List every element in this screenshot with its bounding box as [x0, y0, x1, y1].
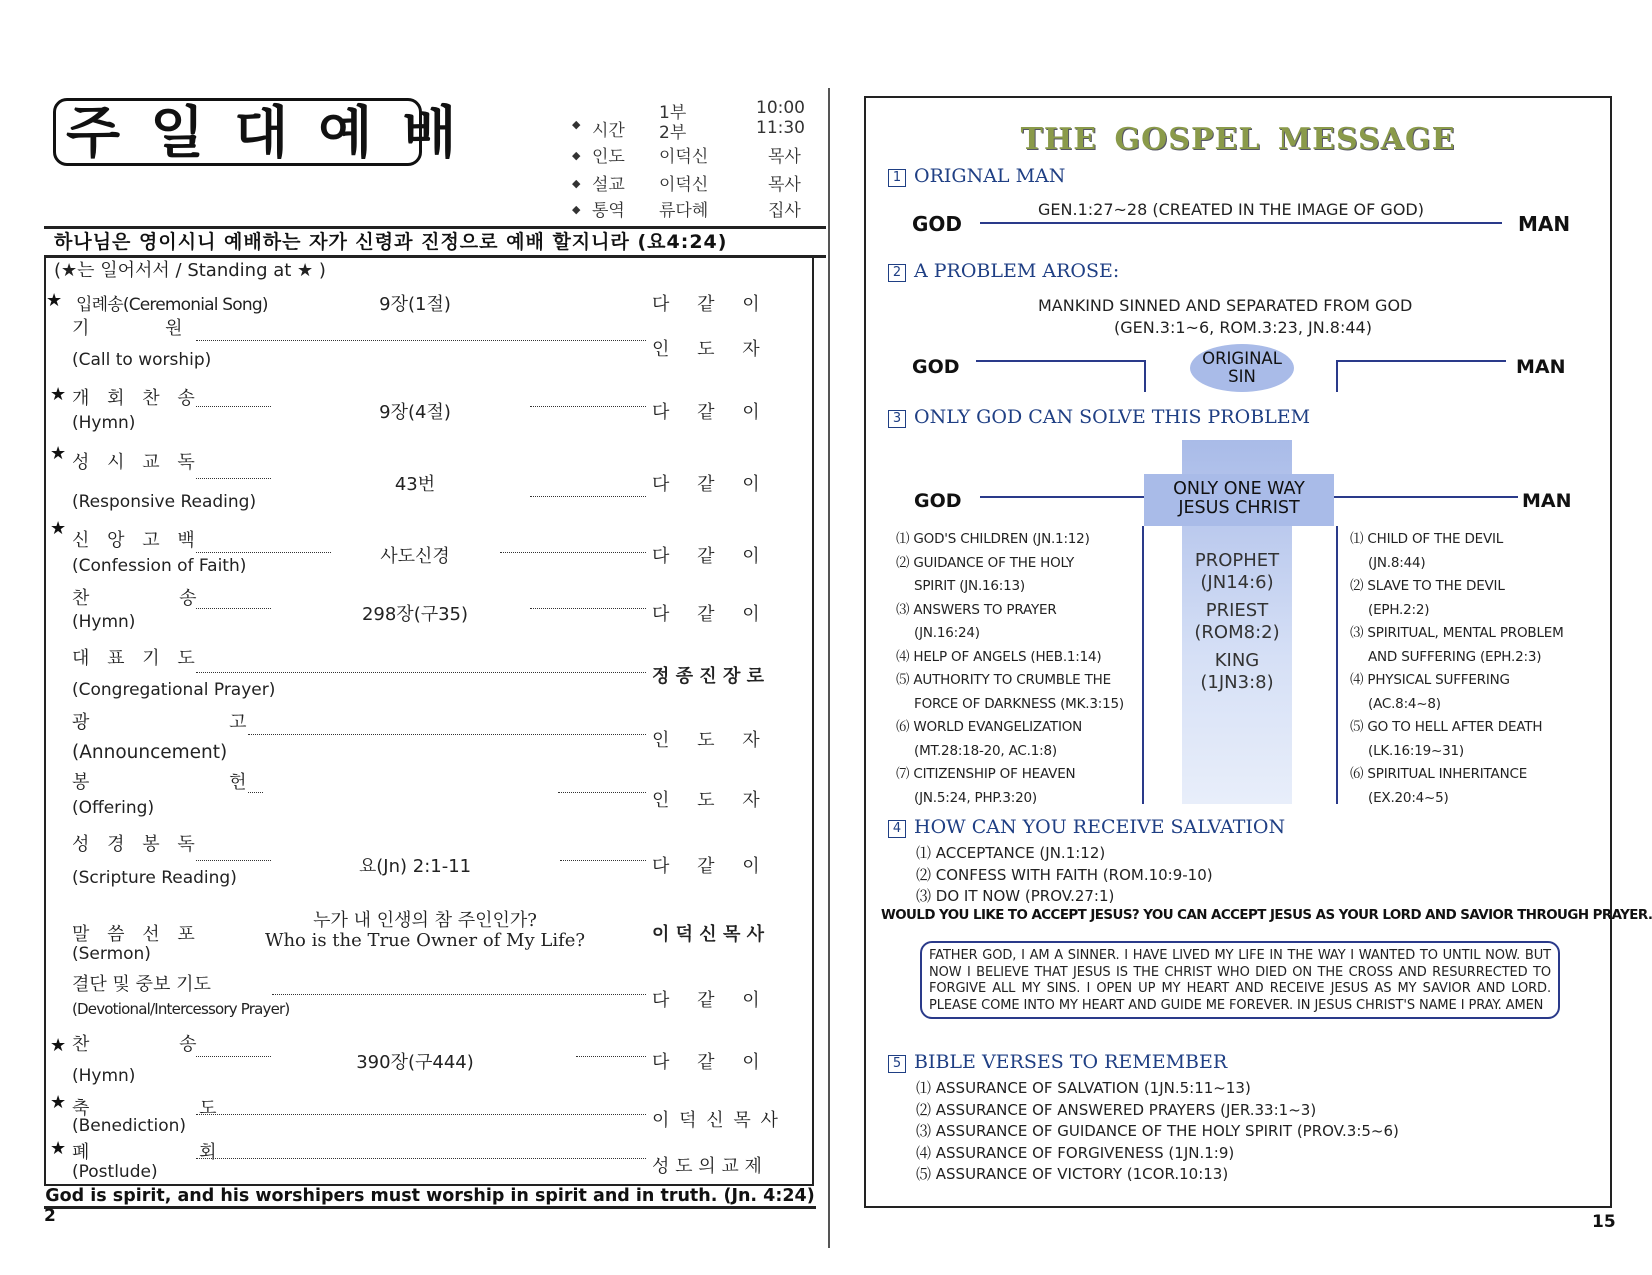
lead-title: 목사 — [768, 147, 801, 167]
list-item: ⑹ SPIRITUAL INHERITANCE — [1350, 766, 1528, 782]
info-bullet: ◆ — [572, 203, 581, 216]
list-item: ⑴ GOD'S CHILDREN (JN.1:12) — [896, 531, 1090, 547]
s4-list — [916, 843, 1213, 908]
program-item-ko: 입례송(Ceremonial Song) — [76, 295, 268, 315]
section-title: ONLY GOD CAN SOLVE THIS PROBLEM — [914, 406, 1311, 428]
program-item-ko: 말 씀 선 포 — [72, 924, 201, 945]
god-label: GOD — [912, 356, 960, 378]
leader-dots — [558, 792, 646, 793]
program-item-leader: 다 같 이 — [652, 294, 760, 315]
star-icon: ★ — [50, 1035, 67, 1056]
s2-line-2: (GEN.3:1~6, ROM.3:23, JN.8:44) — [1114, 318, 1372, 337]
connection-line-right — [1334, 496, 1518, 498]
verse-header: 하나님은 영이시니 예배하는 자가 신령과 진정으로 예배 할지니라 (요4:24) — [44, 226, 826, 258]
man-label: MAN — [1516, 356, 1566, 378]
separation-line-right-drop — [1336, 360, 1338, 392]
program-item-center: 390장(구444) — [356, 1052, 474, 1073]
leader-dots — [196, 1158, 646, 1159]
list-item: ⑶ ASSURANCE OF GUIDANCE OF THE HOLY SPIRIT (PROV.3:5~6) — [916, 1122, 1399, 1140]
s2-line-1: MANKIND SINNED AND SEPARATED FROM GOD — [1038, 296, 1413, 315]
program-item-ko: 대 표 기 도 — [72, 648, 201, 669]
program-item-leader: 다 같 이 — [652, 402, 760, 423]
program-item-en: (Responsive Reading) — [72, 492, 257, 512]
man-label: MAN — [1518, 212, 1571, 236]
role-prophet-ref: (JN14:6) — [1200, 572, 1274, 593]
list-item: ⑶ SPIRITUAL, MENTAL PROBLEM — [1350, 625, 1564, 641]
lead-label: 인도 — [592, 147, 625, 167]
program-item-ko: 성 시 교 독 — [72, 452, 201, 473]
interp-label: 통역 — [592, 201, 625, 221]
original-sin-oval — [1190, 344, 1294, 392]
page-number-left: 2 — [44, 1206, 56, 1226]
god-label: GOD — [914, 490, 962, 512]
section-number: 3 — [888, 410, 906, 428]
section-2-heading — [888, 260, 1119, 282]
list-item: ⑴ CHILD OF THE DEVIL — [1350, 531, 1504, 547]
program-item-en: (Devotional/Intercessory Prayer) — [72, 1000, 290, 1018]
program-item-ko: 기 원 — [72, 318, 183, 339]
section-title: A PROBLEM AROSE: — [914, 260, 1120, 282]
section-number: 5 — [888, 1055, 906, 1073]
list-item: ⑺ CITIZENSHIP OF HEAVEN — [896, 766, 1076, 782]
program-item-ko: 결단 및 중보 기도 — [72, 974, 211, 995]
list-item: ⑷ PHYSICAL SUFFERING — [1350, 672, 1510, 688]
original-sin-text-2: SIN — [1228, 367, 1256, 386]
list-item: ⑷ HELP OF ANGELS (HEB.1:14) — [896, 648, 1102, 665]
separation-line-left — [976, 360, 1146, 362]
cross-border-right — [1336, 526, 1338, 804]
leader-dots — [248, 734, 646, 735]
list-item: (MT.28:18-20, AC.1:8) — [914, 742, 1057, 759]
only-one-way: ONLY ONE WAY — [1173, 479, 1305, 499]
sermon-name: 이덕신 — [659, 175, 709, 195]
program-item-en: (Hymn) — [72, 413, 136, 433]
program-item-en: (Congregational Prayer) — [72, 680, 276, 700]
program-item-en: (Offering) — [72, 798, 155, 818]
section-number: 1 — [888, 169, 906, 187]
original-sin-text-1: ORIGINAL — [1202, 349, 1282, 368]
program-item-en: (Benediction) — [72, 1116, 187, 1136]
star-icon: ★ — [50, 384, 67, 405]
program-item-ko: 개 회 찬 송 — [72, 388, 201, 409]
s1-verse: GEN.1:27~28 (CREATED IN THE IMAGE OF GOD) — [1038, 200, 1424, 219]
time-1: 10:00 — [756, 98, 805, 118]
program-item-center: 사도신경 — [380, 546, 450, 567]
list-item: (LK.16:19~31) — [1368, 742, 1464, 759]
god-side-list — [896, 528, 1124, 810]
lead-name: 이덕신 — [659, 147, 709, 167]
list-item: ⑶ DO IT NOW (PROV.27:1) — [916, 887, 1115, 905]
leader-dots — [196, 340, 646, 341]
program-item-leader: 인 도 자 — [652, 339, 760, 360]
list-item: ⑵ SLAVE TO THE DEVIL — [1350, 578, 1505, 594]
section-title: BIBLE VERSES TO REMEMBER — [914, 1051, 1228, 1073]
roles-list — [1182, 550, 1292, 694]
sermon-title-en: Who is the True Owner of My Life? — [264, 930, 586, 951]
leader-dots — [196, 552, 331, 553]
program-item-leader: 정 종 진 장 로 — [652, 666, 765, 687]
star-icon: ★ — [50, 1092, 67, 1113]
list-item: (JN.5:24, PHP.3:20) — [914, 789, 1037, 806]
connection-line — [980, 222, 1502, 224]
section-1-heading — [888, 165, 1065, 187]
program-item-leader: 인 도 자 — [652, 790, 760, 811]
section-title: HOW CAN YOU RECEIVE SALVATION — [914, 816, 1286, 838]
leader-dots — [196, 1056, 271, 1057]
leader-dots — [196, 860, 271, 861]
interp-name: 류다혜 — [659, 201, 709, 221]
program-item-ko: 찬 송 — [72, 588, 197, 609]
s5-list — [916, 1078, 1399, 1186]
list-item: ⑵ CONFESS WITH FAITH (ROM.10:9-10) — [916, 865, 1213, 884]
accept-jesus-line: WOULD YOU LIKE TO ACCEPT JESUS? YOU CAN ACCEPT JESUS AS YOUR LORD AND SAVIOR THROUGH PRAYER. — [881, 908, 1652, 923]
section-title: ORIGNAL MAN — [914, 165, 1066, 187]
leader-dots — [560, 860, 646, 861]
man-label: MAN — [1522, 490, 1572, 512]
star-icon: ★ — [50, 518, 67, 539]
program-item-center: 9장(4절) — [379, 402, 451, 423]
leader-dots — [272, 994, 646, 995]
program-item-ko: 신 앙 고 백 — [72, 530, 201, 551]
list-item: ⑸ ASSURANCE OF VICTORY (1COR.10:13) — [916, 1165, 1229, 1183]
program-item-center: 9장(1절) — [379, 294, 451, 315]
sermon-title: 목사 — [768, 175, 801, 195]
man-side-list — [1350, 528, 1564, 810]
section-3-heading — [888, 406, 1310, 428]
role-priest: PRIEST — [1205, 600, 1269, 621]
program-item-leader: 인 도 자 — [652, 730, 760, 751]
program-item-en: (Hymn) — [72, 1066, 136, 1086]
program-item-en: (Confession of Faith) — [72, 556, 247, 576]
leader-dots — [530, 608, 646, 609]
time-1-label: 1부 — [659, 103, 687, 123]
program-item-leader: 다 같 이 — [652, 604, 760, 625]
leader-dots — [530, 406, 646, 407]
leader-dots — [248, 792, 263, 793]
section-number: 4 — [888, 820, 906, 838]
program-item-ko: 성 경 봉 독 — [72, 834, 201, 855]
program-item-en: (Hymn) — [72, 612, 136, 632]
list-item: ⑸ GO TO HELL AFTER DEATH — [1350, 719, 1543, 735]
prayer-box: FATHER GOD, I AM A SINNER. I HAVE LIVED MY LIFE IN THE WAY I WANTED TO UNTIL NOW. BUT NOW I BELIEVE THAT JESUS IS THE CHRIST WHO DIED ON THE CROSS AND RESURRECTED TO FORGIVE ALL MY SINS. I OPEN UP MY HEART AND RECEIVE JESUS AS MY SAVIOR AND LORD. PLEASE COME INTO MY HEART AND GUIDE ME FOREVER. IN JESUS CHRIST'S NAME I PRAY. AMEN — [920, 941, 1560, 1019]
program-item-center: 요(Jn) 2:1-11 — [358, 856, 472, 877]
separation-line-left-drop — [1144, 360, 1146, 392]
program-item-en: (Postlude) — [72, 1162, 158, 1182]
section-4-heading — [888, 816, 1285, 838]
section-5-heading — [888, 1051, 1227, 1073]
sermon-title-ko: 누가 내 인생의 참 주인인가? — [313, 910, 537, 931]
program-item-ko: 봉 헌 — [72, 772, 247, 793]
leader-dots — [196, 1114, 646, 1115]
jesus-christ: JESUS CHRIST — [1178, 498, 1300, 518]
list-item: ⑹ WORLD EVANGELIZATION — [896, 719, 1083, 735]
program-item-en: (Announcement) — [72, 742, 228, 763]
leader-dots — [500, 552, 646, 553]
program-item-en: (Sermon) — [72, 944, 151, 964]
info-bullet: ◆ — [572, 149, 581, 162]
list-item: SPIRIT (JN.16:13) — [914, 578, 1026, 594]
interp-title: 집사 — [768, 201, 801, 221]
list-item: (JN.8:44) — [1368, 554, 1426, 571]
role-king-ref: (1JN3:8) — [1200, 672, 1274, 693]
time-2-label: 2부 — [659, 123, 687, 143]
program-item-center: 43번 — [394, 474, 436, 495]
list-item: AND SUFFERING (EPH.2:3) — [1368, 648, 1542, 665]
list-item: ⑴ ACCEPTANCE (JN.1:12) — [916, 844, 1106, 862]
program-item-en: (Call to worship) — [72, 350, 212, 370]
program-item-leader: 이 덕 신 목 사 — [652, 924, 765, 945]
program-item-leader: 다 같 이 — [652, 546, 760, 567]
role-priest-ref: (ROM8:2) — [1194, 622, 1280, 643]
list-item: ⑵ ASSURANCE OF ANSWERED PRAYERS (JER.33:1~3) — [916, 1100, 1317, 1119]
leader-dots — [196, 672, 646, 673]
bulletin-title: 주일대예배 — [53, 98, 422, 166]
program-item-ko: 축 도 — [72, 1098, 217, 1119]
program-item-ko: 찬 송 — [72, 1034, 197, 1055]
standing-note: (★는 일어서서 / Standing at ★ ) — [54, 260, 326, 281]
section-number: 2 — [888, 264, 906, 282]
list-item: (JN.16:24) — [914, 625, 980, 641]
program-item-en: (Scripture Reading) — [72, 868, 237, 888]
list-item: ⑸ AUTHORITY TO CRUMBLE THE — [896, 672, 1111, 688]
sermon-label: 설교 — [592, 175, 625, 195]
program-item-leader: 이 덕 신 목 사 — [652, 1110, 780, 1131]
program-item-ko: 광 고 — [72, 712, 247, 733]
star-icon: ★ — [50, 443, 67, 464]
list-item: (EX.20:4~5) — [1368, 789, 1449, 806]
separation-line-right — [1336, 360, 1506, 362]
program-item-leader: 성 도 의 교 제 — [652, 1156, 762, 1177]
star-icon: ★ — [50, 1138, 67, 1159]
leader-dots — [530, 496, 646, 497]
page-divider — [828, 88, 830, 1248]
list-item: FORCE OF DARKNESS (MK.3:15) — [914, 695, 1124, 712]
info-bullet: ◆ — [572, 177, 581, 190]
star-icon: ★ — [46, 290, 63, 311]
list-item: ⑵ GUIDANCE OF THE HOLY — [896, 554, 1075, 571]
leader-dots — [196, 406, 271, 407]
role-king: KING — [1214, 650, 1260, 671]
program-item-leader: 다 같 이 — [652, 990, 760, 1011]
god-label: GOD — [912, 212, 963, 236]
leader-dots — [576, 1056, 646, 1057]
list-item: ⑶ ANSWERS TO PRAYER — [896, 601, 1057, 618]
time-label: 시간 — [592, 121, 625, 141]
cross-border-left — [1142, 526, 1144, 804]
page-number-right: 15 — [1592, 1212, 1616, 1232]
leader-dots — [196, 608, 271, 609]
leader-dots — [196, 478, 271, 479]
list-item: (EPH.2:2) — [1368, 601, 1430, 618]
list-item: (AC.8:4~8) — [1368, 695, 1441, 712]
bottom-verse: God is spirit, and his worshipers must worship in spirit and in truth. (Jn. 4:24) — [44, 1186, 816, 1209]
list-item: ⑴ ASSURANCE OF SALVATION (1JN.5:11~13) — [916, 1079, 1251, 1097]
gospel-title: THE GOSPEL MESSAGE — [1020, 122, 1456, 157]
program-item-leader: 다 같 이 — [652, 856, 760, 877]
info-bullet: ◆ — [572, 118, 581, 131]
time-2: 11:30 — [756, 118, 805, 138]
program-item-leader: 다 같 이 — [652, 1052, 760, 1073]
program-item-leader: 다 같 이 — [652, 474, 760, 495]
program-item-center: 298장(구35) — [361, 604, 469, 625]
program-item-ko: 폐 회 — [72, 1142, 217, 1163]
role-prophet: PROPHET — [1194, 550, 1280, 571]
list-item: ⑷ ASSURANCE OF FORGIVENESS (1JN.1:9) — [916, 1143, 1235, 1162]
connection-line-left — [980, 496, 1144, 498]
only-one-way-label — [1144, 480, 1334, 518]
